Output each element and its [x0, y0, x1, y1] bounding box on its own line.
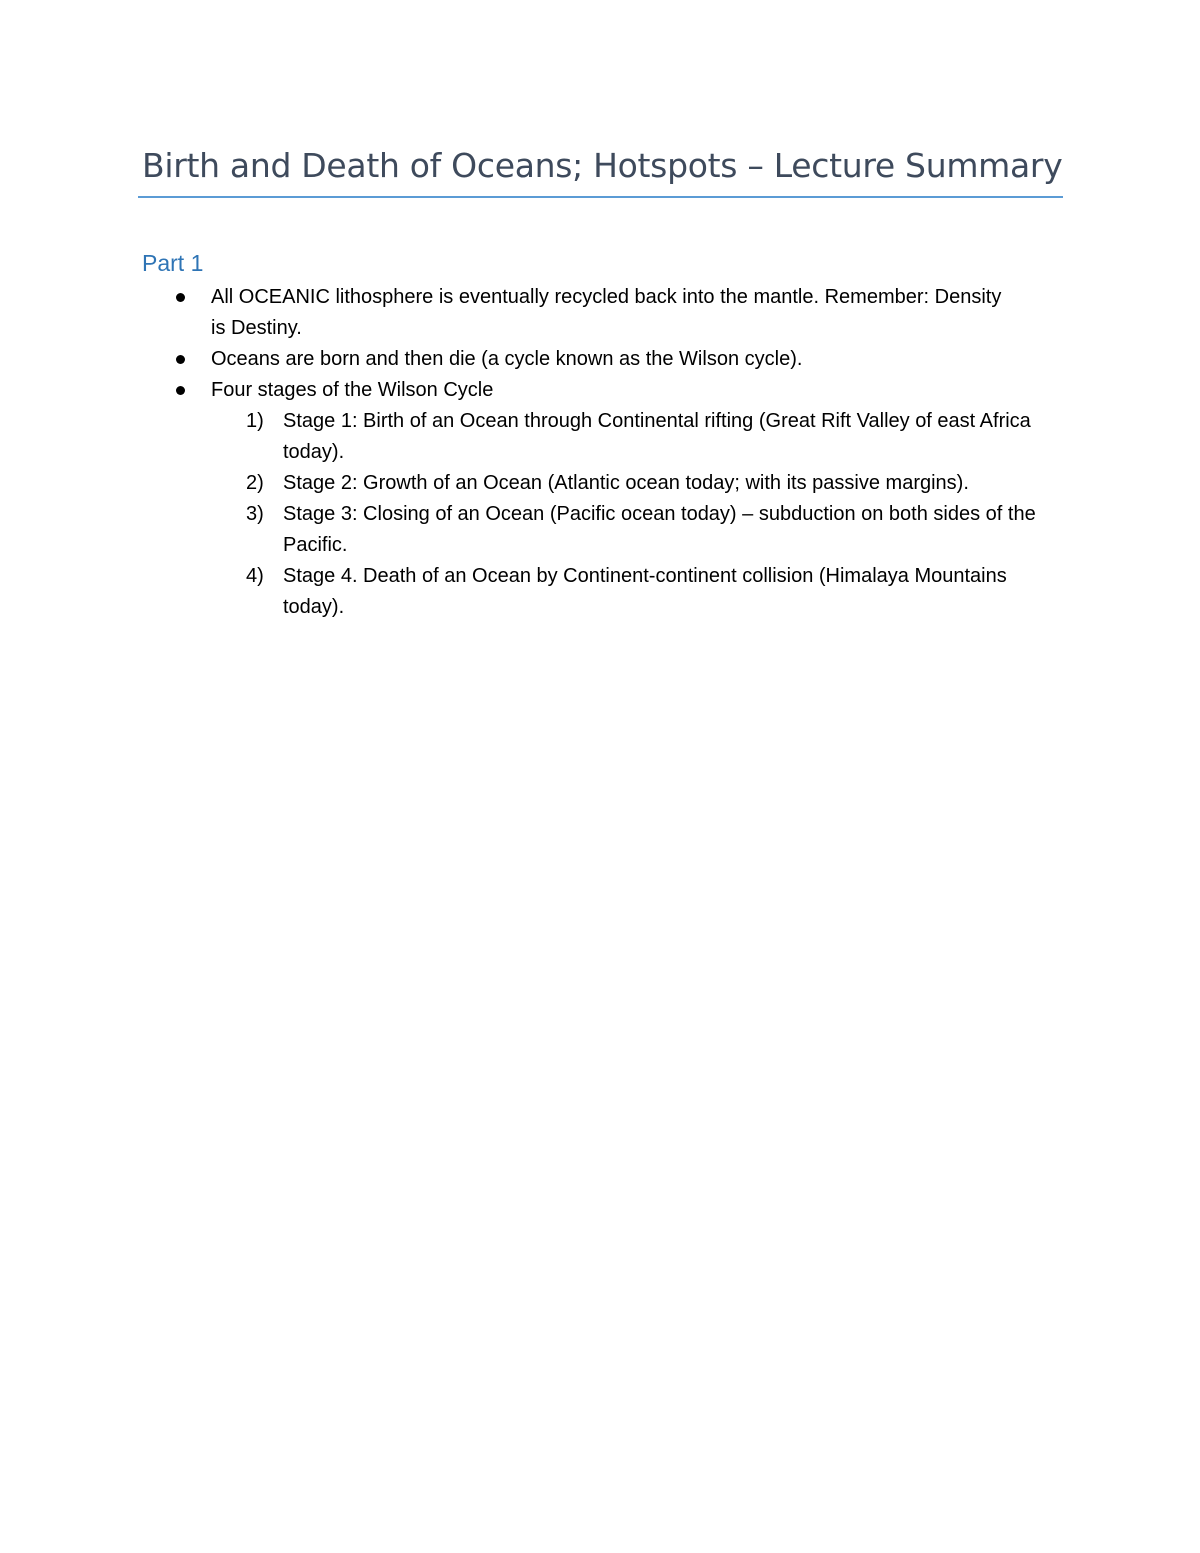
bullet-text: Four stages of the Wilson Cycle — [211, 379, 494, 401]
bullet-dot-icon — [176, 386, 185, 395]
stage-item — [0, 561, 1048, 623]
bullet-text: All OCEANIC lithosphere is eventually recycled back into the mantle. Remember: Density is Destiny. — [211, 286, 1002, 339]
bullet-item — [0, 344, 1011, 375]
title-underline — [138, 196, 1063, 198]
bullet-dot-icon — [176, 293, 185, 302]
stage-item — [0, 468, 1048, 499]
bullet-item — [0, 282, 1011, 344]
bullet-text: Oceans are born and then die (a cycle known as the Wilson cycle). — [211, 348, 803, 370]
stage-item — [0, 406, 1048, 468]
stage-text: Stage 3: Closing of an Ocean (Pacific ocean today) – subduction on both sides of the Pacific. — [283, 503, 1036, 556]
stage-text: Stage 4. Death of an Ocean by Continent-continent collision (Himalaya Mountains today). — [283, 565, 1007, 618]
stage-text: Stage 2: Growth of an Ocean (Atlantic ocean today; with its passive margins). — [283, 472, 969, 494]
stage-number: 3) — [246, 503, 264, 525]
bullet-dot-icon — [176, 355, 185, 364]
stage-number: 2) — [246, 472, 264, 494]
bullet-item — [0, 375, 1036, 623]
page-title: Birth and Death of Oceans; Hotspots – Lecture Summary — [142, 146, 1063, 185]
stage-list — [0, 406, 1036, 623]
section-heading-part-1: Part 1 — [142, 250, 204, 276]
stage-text: Stage 1: Birth of an Ocean through Continental rifting (Great Rift Valley of east Africa today). — [283, 410, 1031, 463]
bullet-list — [0, 282, 1200, 623]
stage-number: 4) — [246, 565, 264, 587]
stage-number: 1) — [246, 410, 264, 432]
stage-item — [0, 499, 1048, 561]
